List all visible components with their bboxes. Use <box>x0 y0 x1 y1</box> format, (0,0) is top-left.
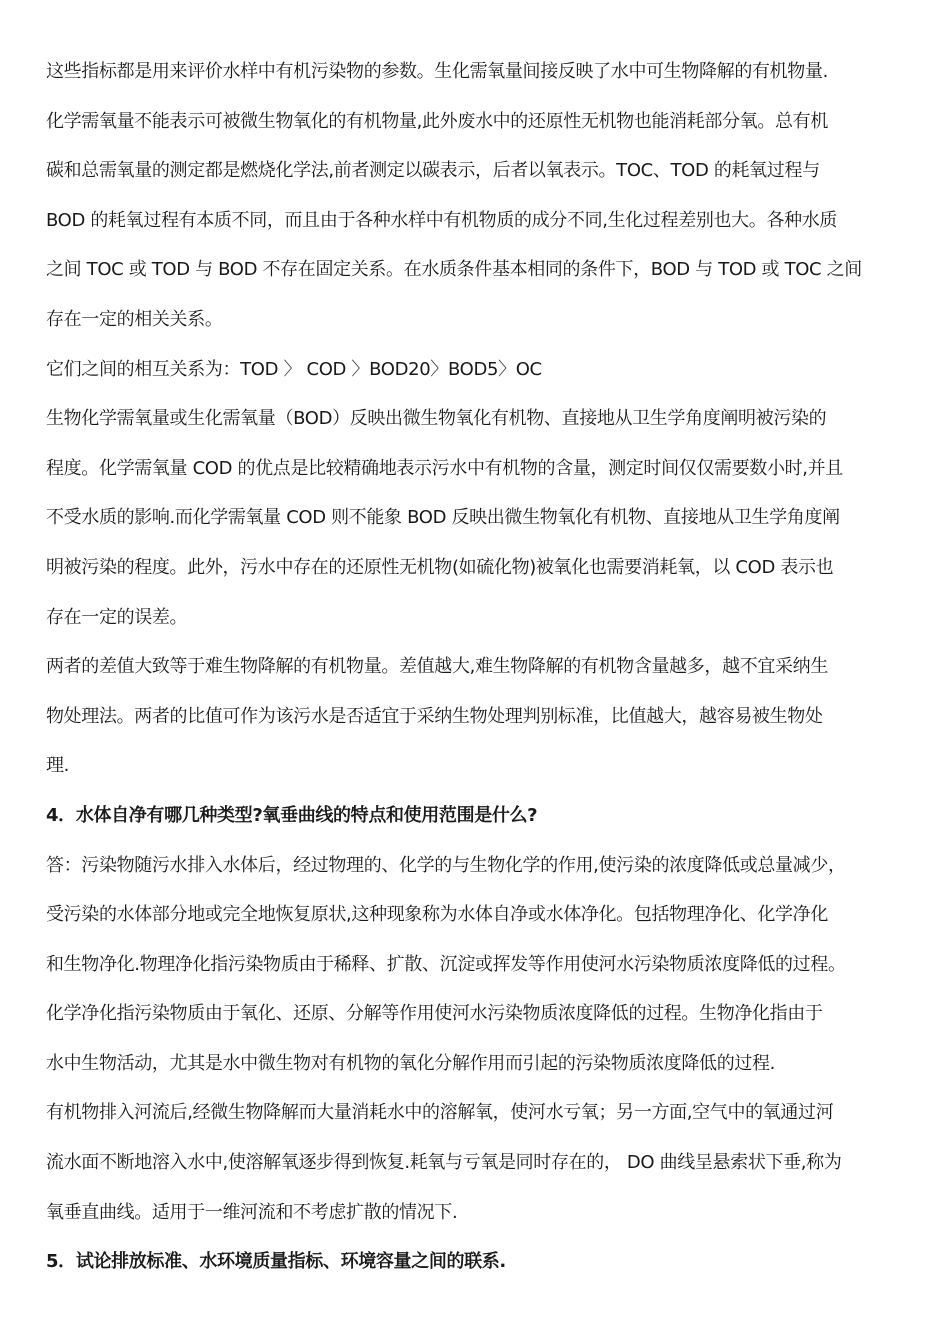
text-line: 明被污染的程度。此外，污水中存在的还原性无机物(如硫化物)被氧化也需要消耗氧，以 COD 表示也 <box>46 556 834 578</box>
text-line: 存在一定的误差。 <box>46 606 188 628</box>
text-line: 生物化学需氧量或生化需氧量（BOD）反映出微生物氧化有机物、直接地从卫生学角度阐明被污染的 <box>46 408 827 430</box>
paragraph-self-purification <box>46 852 910 1100</box>
text-line: 化学需氧量不能表示可被微生物氧化的有机物量,此外废水中的还原性无机物也能消耗部分氧。总有机 <box>46 110 828 132</box>
text-line: 碳和总需氧量的测定都是燃烧化学法,前者测定以碳表示，后者以氧表示。TOC、TOD 的耗氧过程与 <box>46 160 820 182</box>
question-heading-4 <box>46 802 910 852</box>
paragraph-difference-ratio <box>46 653 910 802</box>
text-line: 不受水质的影响.而化学需氧量 COD 则不能象 BOD 反映出微生物氧化有机物、直接地从卫生学角度阐 <box>46 507 840 529</box>
text-line: 受污染的水体部分地或完全地恢复原状,这种现象称为水体自净或水体净化。包括物理净化、化学净化 <box>46 904 828 926</box>
heading-line: 4．水体自净有哪几种类型?氧垂曲线的特点和使用范围是什么? <box>46 804 538 826</box>
text-line: 有机物排入河流后,经微生物降解而大量消耗水中的溶解氧，使河水亏氧；另一方面,空气中的氧通过河 <box>46 1102 834 1124</box>
question-heading-5 <box>46 1248 910 1298</box>
text-line: 化学净化指污染物质由于氧化、还原、分解等作用使河水污染物质浓度降低的过程。生物净化指由于 <box>46 1003 823 1025</box>
text-line: 两者的差值大致等于难生物降解的有机物量。差值越大,难生物降解的有机物含量越多，越不宜采纳生 <box>46 656 828 678</box>
text-line: 程度。化学需氧量 COD 的优点是比较精确地表示污水中有机物的含量，测定时间仅仅需要数小时,并且 <box>46 457 843 479</box>
paragraph-oxygen-sag <box>46 1099 910 1248</box>
text-line: 水中生物活动，尤其是水中微生物对有机物的氧化分解作用而引起的污染物质浓度降低的过程. <box>46 1052 776 1074</box>
text-line: 存在一定的相关关系。 <box>46 308 223 330</box>
paragraph-bod-cod <box>46 405 910 653</box>
text-line: 理. <box>46 755 70 777</box>
paragraph-indicators <box>46 58 910 356</box>
text-line: 这些指标都是用来评价水样中有机污染物的参数。生化需氧量间接反映了水中可生物降解的有机物量. <box>46 61 828 82</box>
heading-line: 5．试论排放标准、水环境质量指标、环境容量之间的联系. <box>46 1251 506 1273</box>
text-line: 氧垂直曲线。适用于一维河流和不考虑扩散的情况下. <box>46 1201 458 1223</box>
text-line: BOD 的耗氧过程有本质不同，而且由于各种水样中有机物质的成分不同,生化过程差别也大。各种水质 <box>46 209 838 231</box>
text-line: 流水面不断地溶入水中,使溶解氧逐步得到恢复.耗氧与亏氧是同时存在的， DO 曲线呈悬索状下垂,称为 <box>46 1152 842 1174</box>
text-line: 物处理法。两者的比值可作为该污水是否适宜于采纳生物处理判别标准，比值越大，越容易被生物处 <box>46 705 823 727</box>
paragraph-relation <box>46 356 910 406</box>
text-line: 它们之间的相互关系为：TOD 〉 COD 〉BOD20〉BOD5〉OC <box>46 358 542 380</box>
text-line: 和生物净化.物理净化指污染物质由于稀释、扩散、沉淀或挥发等作用使河水污染物质浓度降低的过程。 <box>46 953 846 975</box>
text-line: 答：污染物随污水排入水体后，经过物理的、化学的与生物化学的作用,使污染的浓度降低或总量减少， <box>46 854 846 876</box>
text-line: 之间 TOC 或 TOD 与 BOD 不存在固定关系。在水质条件基本相同的条件下，BOD 与 TOD 或 TOC 之间 <box>46 259 862 281</box>
